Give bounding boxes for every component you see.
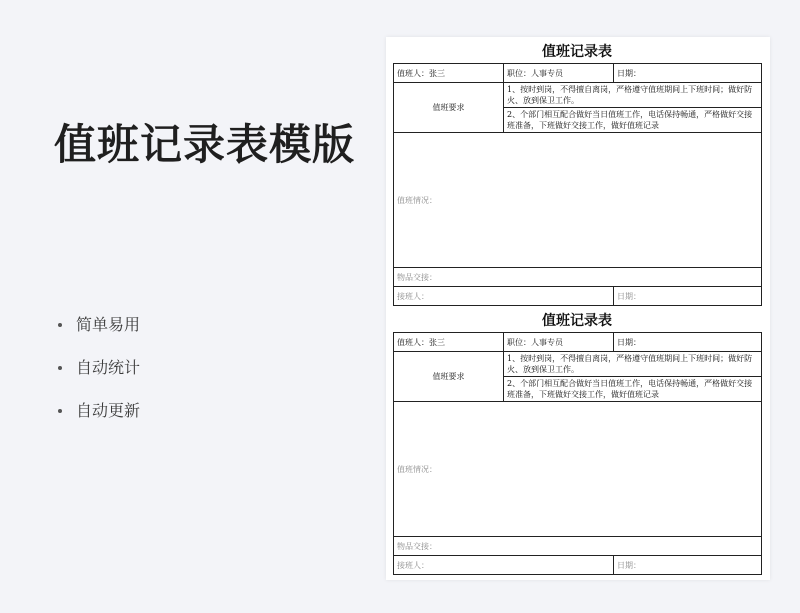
feature-label: 自动更新 (76, 401, 141, 420)
situation-field: 值班情况： (394, 133, 762, 268)
duty-table (393, 332, 762, 575)
handover-items-field: 物品交接： (394, 537, 762, 556)
feature-label: 自动统计 (76, 358, 141, 377)
requirements-label: 值班要求 (394, 352, 504, 402)
feature-list (58, 312, 140, 441)
bullet-icon (58, 323, 62, 327)
date2-field: 日期： (614, 287, 762, 306)
requirements-label: 值班要求 (394, 83, 504, 133)
date-cell: 日期： (614, 64, 762, 83)
requirement-1: 1、按时到岗，不得擅自离岗，严格遵守值班期间上下班时间；做好防火、放到保卫工作。 (504, 83, 762, 108)
duty-form-1 (393, 41, 761, 306)
position-cell: 职位：人事专员 (504, 333, 614, 352)
form-title: 值班记录表 (542, 313, 612, 329)
requirement-2: 2、个部门相互配合做好当日值班工作，电话保持畅通，严格做好交接班准备，下班做好交接工作，做好值班记录 (504, 108, 762, 133)
receiver-field: 接班人： (394, 556, 614, 575)
receiver-field: 接班人： (394, 287, 614, 306)
handover-items-field: 物品交接： (394, 268, 762, 287)
feature-item (58, 355, 140, 398)
duty-form-2 (393, 310, 761, 575)
requirement-2: 2、个部门相互配合做好当日值班工作，电话保持畅通，严格做好交接班准备，下班做好交接工作，做好值班记录 (504, 377, 762, 402)
page-headline: 值班记录表模版 (54, 120, 356, 169)
duty-table (393, 63, 762, 306)
date-cell: 日期： (614, 333, 762, 352)
duty-person-cell: 值班人：张三 (394, 333, 504, 352)
duty-person-cell: 值班人：张三 (394, 64, 504, 83)
form-preview-paper (386, 37, 770, 580)
situation-field: 值班情况： (394, 402, 762, 537)
position-cell: 职位：人事专员 (504, 64, 614, 83)
bullet-icon (58, 366, 62, 370)
date2-field: 日期： (614, 556, 762, 575)
form-title: 值班记录表 (542, 44, 612, 60)
feature-item (58, 312, 140, 355)
feature-label: 简单易用 (76, 315, 141, 334)
feature-item (58, 398, 140, 441)
requirement-1: 1、按时到岗，不得擅自离岗，严格遵守值班期间上下班时间；做好防火、放到保卫工作。 (504, 352, 762, 377)
bullet-icon (58, 409, 62, 413)
